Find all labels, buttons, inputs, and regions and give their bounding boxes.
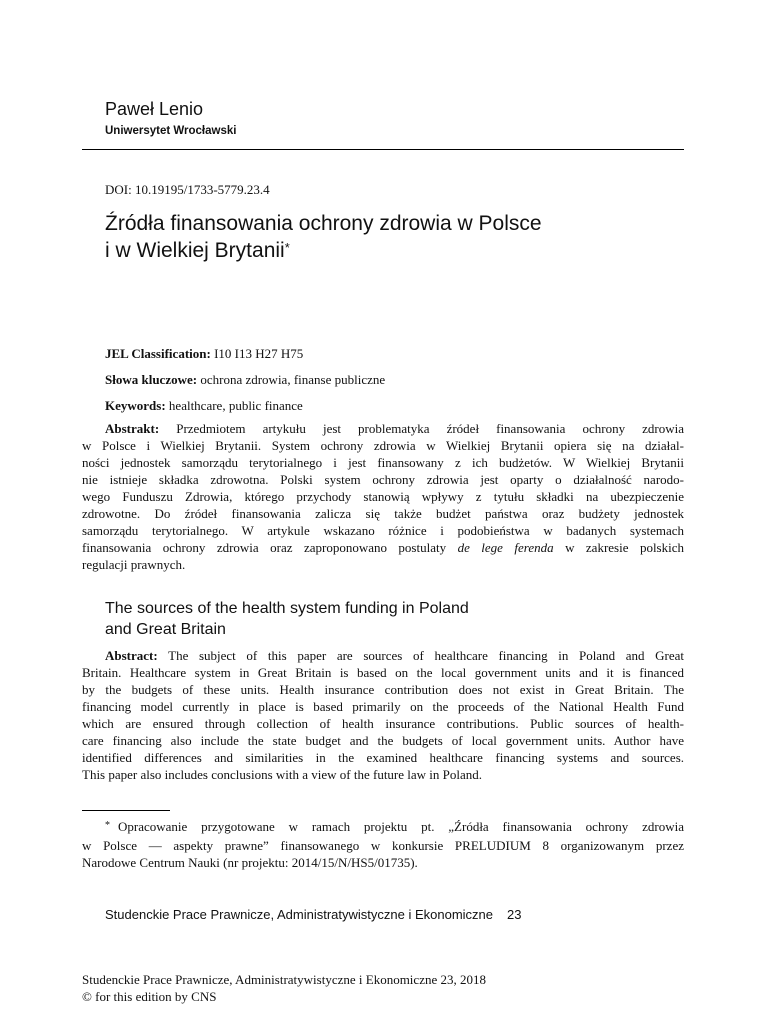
- abstrakt-line-text: w zakresie polskich: [553, 540, 685, 555]
- footnote-line: Narodowe Centrum Nauki (nr projektu: 2014/15/N/HS5/01735).: [82, 855, 418, 870]
- english-title-line-1: The sources of the health system funding in Poland: [105, 600, 469, 617]
- slowa-kluczowe-label: Słowa kluczowe:: [105, 372, 198, 387]
- author-affiliation: Uniwersytet Wrocławski: [105, 125, 237, 137]
- keywords-value: healthcare, public finance: [165, 398, 303, 413]
- abstrakt-line: ności jednostek samorządu terytorialnego i jest finansowany z ich budżetów. W Wielkiej Brytanii: [82, 455, 684, 470]
- article-title-line-2: [105, 237, 665, 264]
- abstrakt-line: samorządu terytorialnego. W artykule wskazano różnice i podobieństwa w badanych systemach: [82, 523, 684, 538]
- footnote-line-text: Opracowanie przygotowane w ramach projektu pt. „Źródła finansowania ochrony zdrowia: [118, 819, 684, 834]
- abstrakt-line: [82, 420, 684, 437]
- abstrakt-line: nie istnieje składka zdrowotna. Polski system ochrony zdrowia jest oparty o działalność narodo-: [82, 472, 684, 487]
- abstract-line: This paper also includes conclusions with a view of the future law in Poland.: [82, 767, 483, 782]
- keywords: [105, 398, 303, 414]
- abstract-label: Abstract:: [105, 648, 158, 663]
- slowa-kluczowe: [105, 372, 385, 388]
- jel-value: I10 I13 H27 H75: [210, 346, 304, 361]
- abstrakt-label: Abstrakt:: [105, 421, 160, 436]
- header-divider: [82, 149, 684, 150]
- english-title: [105, 598, 665, 640]
- footnote-line: [82, 818, 684, 837]
- article-title-line-2-text: i w Wielkiej Brytanii: [105, 239, 285, 262]
- abstrakt-paragraph: [82, 420, 684, 573]
- edition-note: [82, 971, 486, 1005]
- footnote: [82, 818, 684, 871]
- abstract-line: care financing also include the state budget and the budgets of local government units. Author have: [82, 733, 684, 748]
- abstrakt-line: zdrowotne. Do źródeł finansowania zalicza się także budżet państwa oraz budżety jednostek: [82, 506, 684, 521]
- abstrakt-italic-term: de lege ferenda: [457, 540, 554, 555]
- author-name: Paweł Lenio: [105, 99, 204, 119]
- keywords-label: Keywords:: [105, 398, 166, 413]
- title-footnote-mark: *: [284, 240, 290, 255]
- abstrakt-line-text: Przedmiotem artykułu jest problematyka źródeł finansowania ochrony zdrowia: [159, 421, 684, 436]
- abstract-paragraph: [82, 647, 684, 783]
- footnote-mark: *: [105, 820, 110, 831]
- page-number: 23: [507, 907, 522, 922]
- edition-line-1: Studenckie Prace Prawnicze, Administratywistyczne i Ekonomiczne 23, 2018: [82, 972, 486, 987]
- abstract-line: Britain. Healthcare system in Great Britain is based on the local government units and it is financed: [82, 665, 684, 680]
- abstract-line: financing model currently in place is based primarily on the proceeds of the National Health Fund: [82, 699, 684, 714]
- abstrakt-line: w Polsce i Wielkiej Brytanii. System ochrony zdrowia w Wielkiej Brytanii opiera się na działal-: [82, 438, 684, 453]
- abstrakt-line: [82, 539, 684, 556]
- jel-label: JEL Classification:: [105, 346, 211, 361]
- footnote-line: w Polsce — aspekty prawne” finansowanego w konkursie PRELUDIUM 8 organizowanym przez: [82, 838, 684, 853]
- running-footer: [105, 907, 521, 922]
- abstract-line: by the budgets of these units. Health insurance contribution does not exist in Great Britain. The: [82, 682, 684, 697]
- slowa-kluczowe-value: ochrona zdrowia, finanse publiczne: [197, 372, 386, 387]
- article-title-line-1: Źródła finansowania ochrony zdrowia w Polsce: [105, 212, 542, 235]
- footnote-divider: [82, 810, 170, 811]
- jel-classification: [105, 346, 303, 362]
- abstract-line: identified differences and similarities in the examined healthcare financing systems and sources.: [82, 750, 684, 765]
- english-title-line-2: and Great Britain: [105, 621, 226, 638]
- doi-line: DOI: 10.19195/1733-5779.23.4: [105, 182, 270, 197]
- abstract-line: [82, 647, 684, 664]
- article-title: [105, 210, 665, 264]
- abstrakt-line-text: finansowania ochrony zdrowia oraz zaproponowano postulaty: [82, 540, 458, 555]
- abstract-line-text: The subject of this paper are sources of healthcare financing in Poland and Great: [157, 648, 684, 663]
- abstrakt-line: wego Funduszu Zdrowia, którego przychody stanowią wpływy z tytułu składki na ubezpieczenie: [82, 489, 684, 504]
- edition-line-2: © for this edition by CNS: [82, 989, 217, 1004]
- running-footer-journal: Studenckie Prace Prawnicze, Administratywistyczne i Ekonomiczne: [105, 907, 493, 922]
- abstrakt-line: regulacji prawnych.: [82, 557, 186, 572]
- abstract-line: which are ensured through collection of health insurance contributions. Public sources of health-: [82, 716, 684, 731]
